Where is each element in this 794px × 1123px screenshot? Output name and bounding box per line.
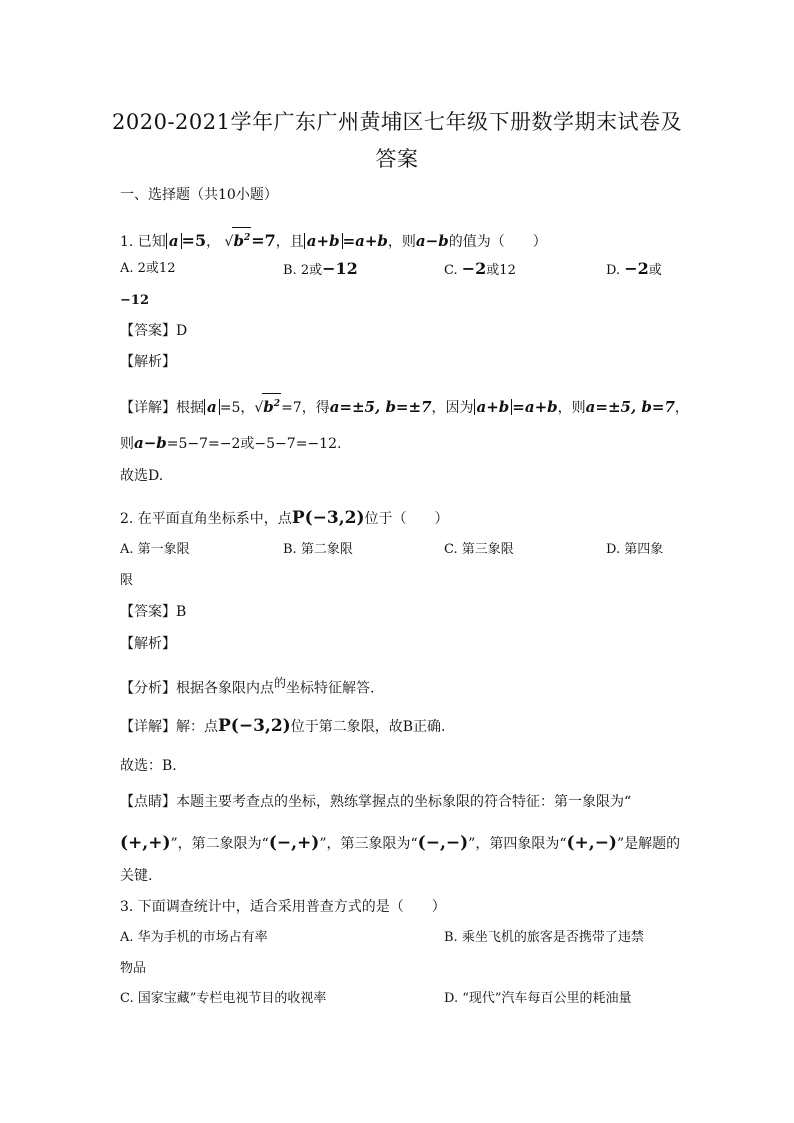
q1-option-d-wrap: −12: [120, 293, 149, 308]
q2-option-d: D. 第四象: [606, 542, 664, 557]
q1-detail: 【详解】根据 a =5，$√b^2=7$，得a=±5, b=±7，因为 a+b =a+b，则a=±5, b=7，: [120, 393, 689, 418]
q1-choose: 故选D.: [120, 468, 164, 484]
q2-choose: 故选：B.: [120, 758, 177, 774]
q2-fenxi: 【分析】根据各象限内点$^的$坐标特征解答.: [120, 676, 375, 697]
q3-stem: 3. 下面调查统计中，适合采用普查方式的是（ ）: [120, 899, 446, 915]
q1-abs-a: a: [166, 233, 182, 249]
q2-dianjing-line2: (+,+)”，第二象限为“(−,+)”，第三象限为“(−,−)”，第四象限为“(+,−)”是解题的: [120, 833, 681, 853]
q1-detail-line2: 则a−b=5−7=−2或−5−7=−12.: [120, 434, 342, 452]
q1-option-b: B. 2或−12: [283, 259, 358, 278]
section-heading: 一、选择题（共10小题）: [120, 187, 278, 203]
q3-option-b-wrap: 物品: [120, 961, 147, 976]
q3-option-d: D. “现代”汽车每百公里的耗油量: [444, 991, 632, 1006]
q2-dianjing-end: 关键.: [120, 868, 153, 884]
q1-abs-ab: a+b: [304, 233, 343, 249]
q2-option-b: B. 第二象限: [283, 542, 353, 557]
doc-title-line2: 答案: [375, 147, 419, 171]
q2-dianjing: 【点睛】本题主要考查点的坐标，熟练掌握点的坐标象限的符合特征：第一象限为“: [120, 794, 632, 810]
q2-detail: 【详解】解：点P(−3,2)位于第二象限，故B正确.: [120, 716, 446, 736]
q1-option-c: C. −2或12: [444, 259, 516, 278]
q1-option-a: A. 2或12: [120, 261, 176, 276]
sqrt-icon: √: [224, 234, 234, 250]
q1-b-squared: $b^2$: [232, 227, 251, 251]
q2-answer: 【答案】B: [120, 604, 187, 620]
sqrt-icon: √: [254, 400, 264, 416]
q1-stem: 1. 已知 a =5， $√b^2=7$，且 a+b =a+b，则a−b的值为（ ）: [120, 227, 547, 252]
doc-title-line1: 2020-2021学年广东广州黄埔区七年级下册数学期末试卷及: [112, 110, 682, 134]
q2-option-c: C. 第三象限: [444, 542, 514, 557]
q1-option-d: D. −2或: [606, 259, 662, 278]
q3-option-c: C. 国家宝藏”专栏电视节目的收视率: [120, 991, 327, 1006]
q2-analysis: 【解析】: [120, 636, 176, 652]
q3-option-b: B. 乘坐飞机的旅客是否携带了违禁: [444, 930, 644, 945]
q1-analysis: 【解析】: [120, 354, 176, 370]
q2-stem: 2. 在平面直角坐标系中，点P(−3,2)位于（ ）: [120, 508, 449, 528]
q1-answer: 【答案】D: [120, 323, 188, 339]
q2-option-d-wrap: 限: [120, 573, 134, 588]
q3-option-a: A. 华为手机的市场占有率: [120, 930, 268, 945]
q2-option-a: A. 第一象限: [120, 542, 190, 557]
